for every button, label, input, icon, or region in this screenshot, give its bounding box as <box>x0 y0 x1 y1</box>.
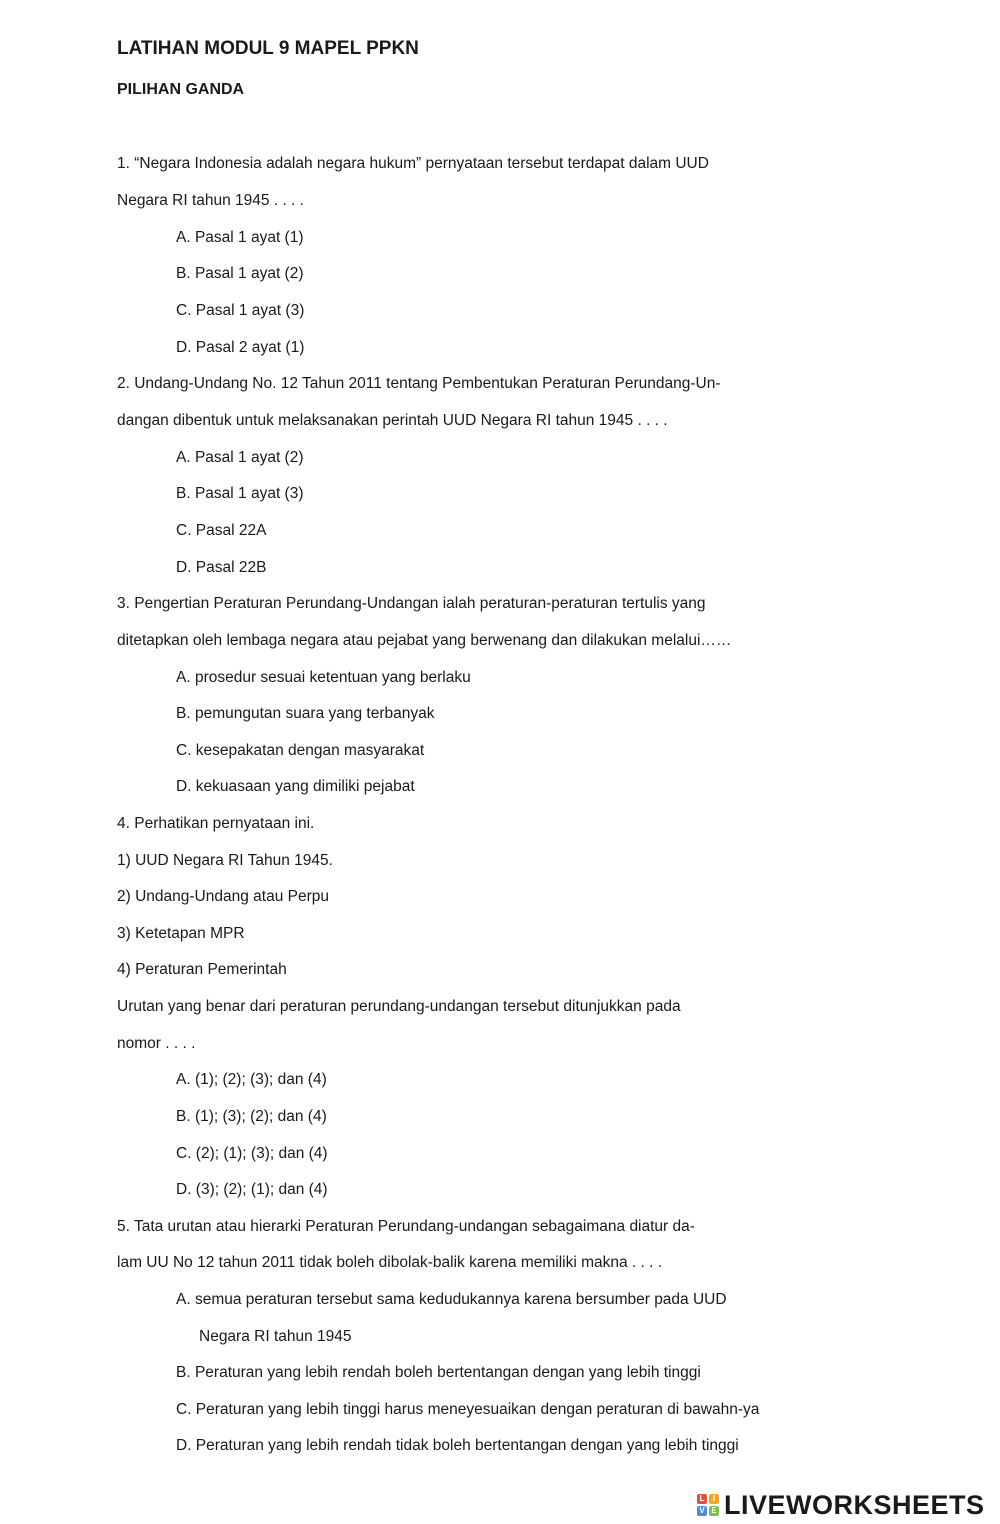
question-5-option-a[interactable]: A. semua peraturan tersebut sama kedudukannya karena bersumber pada UUD <box>176 1291 727 1308</box>
logo-letter: L <box>697 1494 707 1504</box>
question-4-statement: 2) Undang-Undang atau Perpu <box>117 888 329 905</box>
question-1-text: 1. “Negara Indonesia adalah negara hukum” pernyataan tersebut terdapat dalam UUD <box>117 155 709 172</box>
question-5-text: lam UU No 12 tahun 2011 tidak boleh dibolak-balik karena memiliki makna . . . . <box>117 1254 663 1271</box>
question-3-option-d[interactable]: D. kekuasaan yang dimiliki pejabat <box>176 778 415 795</box>
question-1-option-c[interactable]: C. Pasal 1 ayat (3) <box>176 302 305 319</box>
logo-letter: I <box>709 1494 719 1504</box>
question-2-option-d[interactable]: D. Pasal 22B <box>176 559 267 576</box>
logo-letter: V <box>697 1506 707 1516</box>
question-4-statement: 4) Peraturan Pemerintah <box>117 961 287 978</box>
question-5-option-d[interactable]: D. Peraturan yang lebih rendah tidak boleh bertentangan dengan yang lebih tinggi <box>176 1437 739 1454</box>
question-3-text: ditetapkan oleh lembaga negara atau pejabat yang berwenang dan dilakukan melalui…… <box>117 632 732 649</box>
question-5-option-b[interactable]: B. Peraturan yang lebih rendah boleh bertentangan dengan yang lebih tinggi <box>176 1364 701 1381</box>
question-5-text: 5. Tata urutan atau hierarki Peraturan Perundang-undangan sebagaimana diatur da- <box>117 1218 695 1235</box>
question-3-option-a[interactable]: A. prosedur sesuai ketentuan yang berlaku <box>176 669 471 686</box>
question-4-text: Urutan yang benar dari peraturan perundang-undangan tersebut ditunjukkan pada <box>117 998 681 1015</box>
question-2-option-b[interactable]: B. Pasal 1 ayat (3) <box>176 485 304 502</box>
logo-letter: E <box>709 1506 719 1516</box>
question-1-option-a[interactable]: A. Pasal 1 ayat (1) <box>176 229 304 246</box>
page-title: LATIHAN MODUL 9 MAPEL PPKN <box>117 38 419 59</box>
liveworksheets-logo[interactable] <box>697 1489 985 1521</box>
question-5-option-c[interactable]: C. Peraturan yang lebih tinggi harus meneyesuaikan dengan peraturan di bawahn-ya <box>176 1401 760 1418</box>
question-4-statement: 3) Ketetapan MPR <box>117 925 245 942</box>
question-5-option-a-continued[interactable]: Negara RI tahun 1945 <box>199 1328 352 1345</box>
question-4-statement: 1) UUD Negara RI Tahun 1945. <box>117 852 333 869</box>
question-2-text: 2. Undang-Undang No. 12 Tahun 2011 tentang Pembentukan Peraturan Perundang-Un- <box>117 375 721 392</box>
question-4-text: 4. Perhatikan pernyataan ini. <box>117 815 315 832</box>
question-2-option-a[interactable]: A. Pasal 1 ayat (2) <box>176 449 304 466</box>
question-4-option-c[interactable]: C. (2); (1); (3); dan (4) <box>176 1145 328 1162</box>
question-2-option-c[interactable]: C. Pasal 22A <box>176 522 267 539</box>
logo-text: LIVEWORKSHEETS <box>724 1490 985 1520</box>
question-1-option-d[interactable]: D. Pasal 2 ayat (1) <box>176 339 305 356</box>
section-title: PILIHAN GANDA <box>117 81 245 98</box>
question-2-text: dangan dibentuk untuk melaksanakan perintah UUD Negara RI tahun 1945 . . . . <box>117 412 668 429</box>
question-4-option-a[interactable]: A. (1); (2); (3); dan (4) <box>176 1071 327 1088</box>
question-4-text: nomor . . . . <box>117 1035 196 1052</box>
question-3-option-b[interactable]: B. pemungutan suara yang terbanyak <box>176 705 435 722</box>
question-3-text: 3. Pengertian Peraturan Perundang-Undangan ialah peraturan-peraturan tertulis yang <box>117 595 706 612</box>
question-1-option-b[interactable]: B. Pasal 1 ayat (2) <box>176 265 304 282</box>
question-4-option-b[interactable]: B. (1); (3); (2); dan (4) <box>176 1108 327 1125</box>
question-3-option-c[interactable]: C. kesepakatan dengan masyarakat <box>176 742 425 759</box>
question-1-text: Negara RI tahun 1945 . . . . <box>117 192 304 209</box>
logo-icon <box>697 1494 719 1516</box>
question-4-option-d[interactable]: D. (3); (2); (1); dan (4) <box>176 1181 328 1198</box>
